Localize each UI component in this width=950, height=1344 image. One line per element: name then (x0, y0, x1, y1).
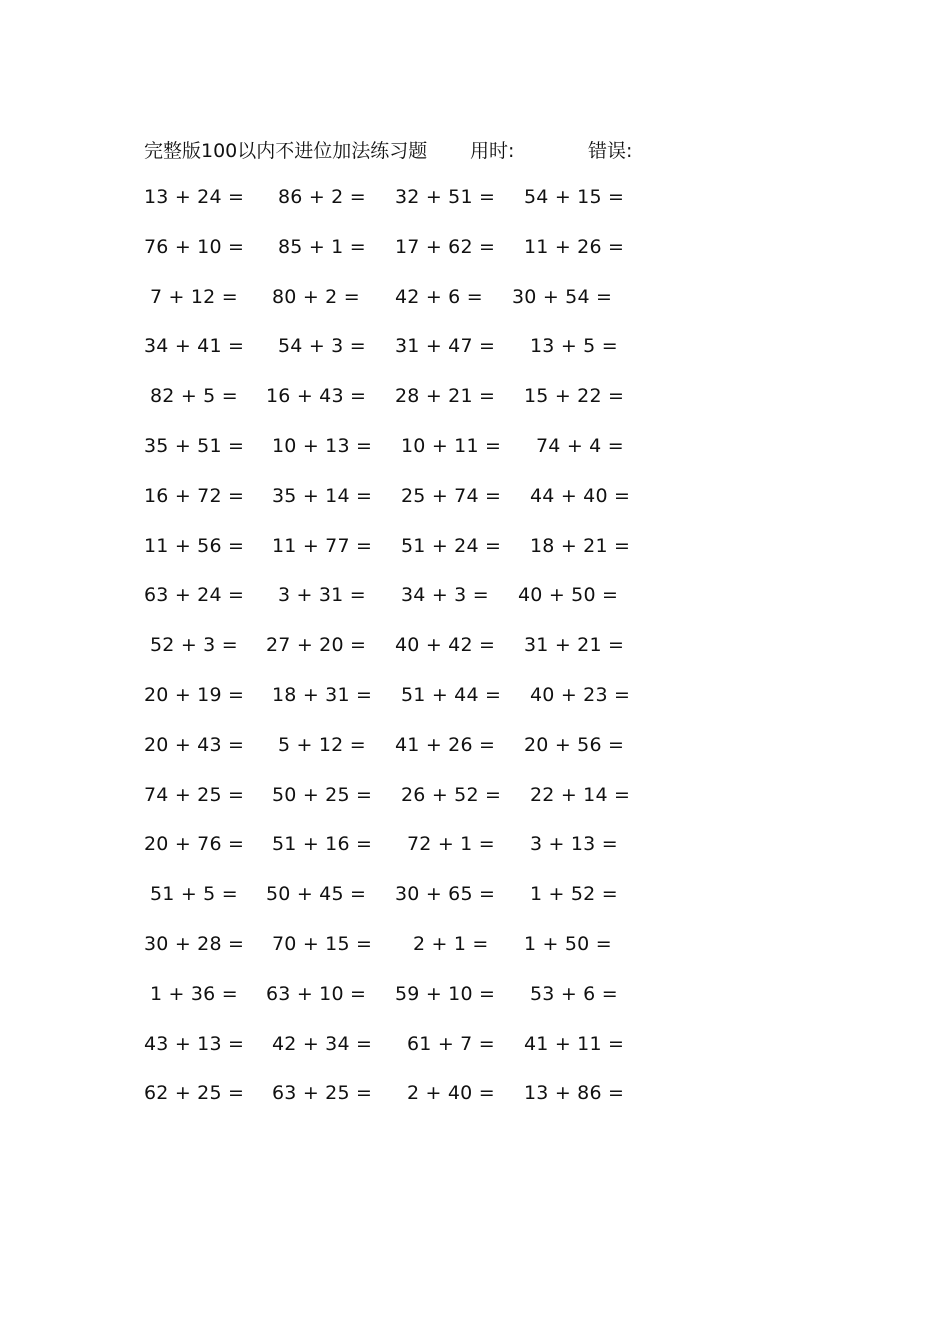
addition-problem: 44 + 40 = (530, 484, 631, 507)
problem-row (0, 485, 950, 515)
problem-row (0, 385, 950, 415)
addition-problem: 41 + 11 = (524, 1032, 625, 1055)
addition-problem: 20 + 43 = (144, 733, 245, 756)
problem-row (0, 684, 950, 714)
addition-problem: 13 + 86 = (524, 1082, 625, 1105)
addition-problem: 50 + 45 = (266, 883, 367, 906)
addition-problem: 51 + 44 = (401, 684, 502, 706)
addition-problem: 41 + 26 = (395, 733, 496, 756)
addition-problem: 17 + 62 = (395, 235, 496, 258)
addition-problem: 31 + 47 = (395, 335, 496, 358)
problem-row (0, 584, 950, 614)
addition-problem: 40 + 23 = (530, 684, 631, 706)
problem-row (0, 535, 950, 565)
addition-problem: 61 + 7 = (407, 1032, 495, 1055)
problem-row (0, 833, 950, 863)
addition-problem: 16 + 43 = (266, 385, 367, 408)
addition-problem: 5 + 12 = (278, 733, 366, 756)
addition-problem: 34 + 3 = (401, 584, 489, 607)
problem-row (0, 335, 950, 365)
worksheet-title: 完整版100以内不进位加法练习题 (144, 140, 428, 162)
addition-problem: 59 + 10 = (395, 982, 496, 1005)
addition-problem: 11 + 77 = (272, 534, 373, 557)
addition-problem: 30 + 28 = (144, 933, 245, 955)
addition-problem: 80 + 2 = (272, 285, 360, 308)
addition-problem: 63 + 25 = (272, 1082, 373, 1105)
addition-problem: 51 + 16 = (272, 833, 373, 856)
addition-problem: 22 + 14 = (530, 783, 631, 806)
addition-problem: 74 + 25 = (144, 783, 245, 806)
addition-problem: 3 + 31 = (278, 584, 366, 607)
problem-row (0, 186, 950, 216)
problem-row (0, 236, 950, 266)
addition-problem: 16 + 72 = (144, 484, 245, 507)
problem-row (0, 734, 950, 764)
addition-problem: 43 + 13 = (144, 1032, 245, 1055)
errors-label: 错误: (588, 140, 633, 162)
addition-problem: 34 + 41 = (144, 335, 245, 358)
problem-row (0, 784, 950, 814)
addition-problem: 70 + 15 = (272, 933, 373, 955)
addition-problem: 53 + 6 = (530, 982, 618, 1005)
addition-problem: 1 + 50 = (524, 933, 612, 955)
addition-problem: 54 + 15 = (524, 186, 625, 208)
addition-problem: 74 + 4 = (536, 435, 624, 457)
addition-problem: 40 + 50 = (518, 584, 619, 607)
addition-problem: 51 + 5 = (150, 883, 238, 906)
problem-row (0, 1082, 950, 1112)
addition-problem: 82 + 5 = (150, 385, 238, 408)
addition-problem: 51 + 24 = (401, 534, 502, 557)
addition-problem: 32 + 51 = (395, 186, 496, 208)
addition-problem: 35 + 51 = (144, 435, 245, 457)
addition-problem: 25 + 74 = (401, 484, 502, 507)
addition-problem: 18 + 31 = (272, 684, 373, 706)
addition-problem: 1 + 36 = (150, 982, 238, 1005)
addition-problem: 27 + 20 = (266, 634, 367, 657)
addition-problem: 86 + 2 = (278, 186, 366, 208)
addition-problem: 7 + 12 = (150, 285, 238, 308)
addition-problem: 13 + 5 = (530, 335, 618, 358)
addition-problem: 1 + 52 = (530, 883, 618, 906)
addition-problem: 42 + 6 = (395, 285, 483, 308)
addition-problem: 2 + 40 = (407, 1082, 495, 1105)
problem-row (0, 933, 950, 963)
addition-problem: 30 + 54 = (512, 285, 613, 308)
problem-row (0, 634, 950, 664)
addition-problem: 72 + 1 = (407, 833, 495, 856)
addition-problem: 62 + 25 = (144, 1082, 245, 1105)
addition-problem: 52 + 3 = (150, 634, 238, 657)
problem-row (0, 1033, 950, 1063)
addition-problem: 3 + 13 = (530, 833, 618, 856)
time-used-label: 用时: (470, 140, 515, 162)
problem-row (0, 286, 950, 316)
problem-row (0, 983, 950, 1013)
addition-problem: 15 + 22 = (524, 385, 625, 408)
addition-problem: 20 + 76 = (144, 833, 245, 856)
addition-problem: 42 + 34 = (272, 1032, 373, 1055)
addition-problem: 2 + 1 = (413, 933, 489, 955)
addition-problem: 20 + 56 = (524, 733, 625, 756)
addition-problem: 63 + 10 = (266, 982, 367, 1005)
addition-problem: 10 + 13 = (272, 435, 373, 457)
addition-problem: 11 + 56 = (144, 534, 245, 557)
addition-problem: 31 + 21 = (524, 634, 625, 657)
addition-problem: 18 + 21 = (530, 534, 631, 557)
addition-problem: 13 + 24 = (144, 186, 245, 208)
addition-problem: 30 + 65 = (395, 883, 496, 906)
addition-problem: 35 + 14 = (272, 484, 373, 507)
addition-problem: 63 + 24 = (144, 584, 245, 607)
addition-problem: 85 + 1 = (278, 235, 366, 258)
addition-problem: 20 + 19 = (144, 684, 245, 706)
addition-problem: 50 + 25 = (272, 783, 373, 806)
addition-problem: 76 + 10 = (144, 235, 245, 258)
problem-row (0, 883, 950, 913)
addition-problem: 10 + 11 = (401, 435, 502, 457)
addition-problem: 54 + 3 = (278, 335, 366, 358)
addition-problem: 40 + 42 = (395, 634, 496, 657)
addition-problem: 26 + 52 = (401, 783, 502, 806)
addition-problem: 28 + 21 = (395, 385, 496, 408)
addition-problem: 11 + 26 = (524, 235, 625, 258)
problem-row (0, 435, 950, 465)
